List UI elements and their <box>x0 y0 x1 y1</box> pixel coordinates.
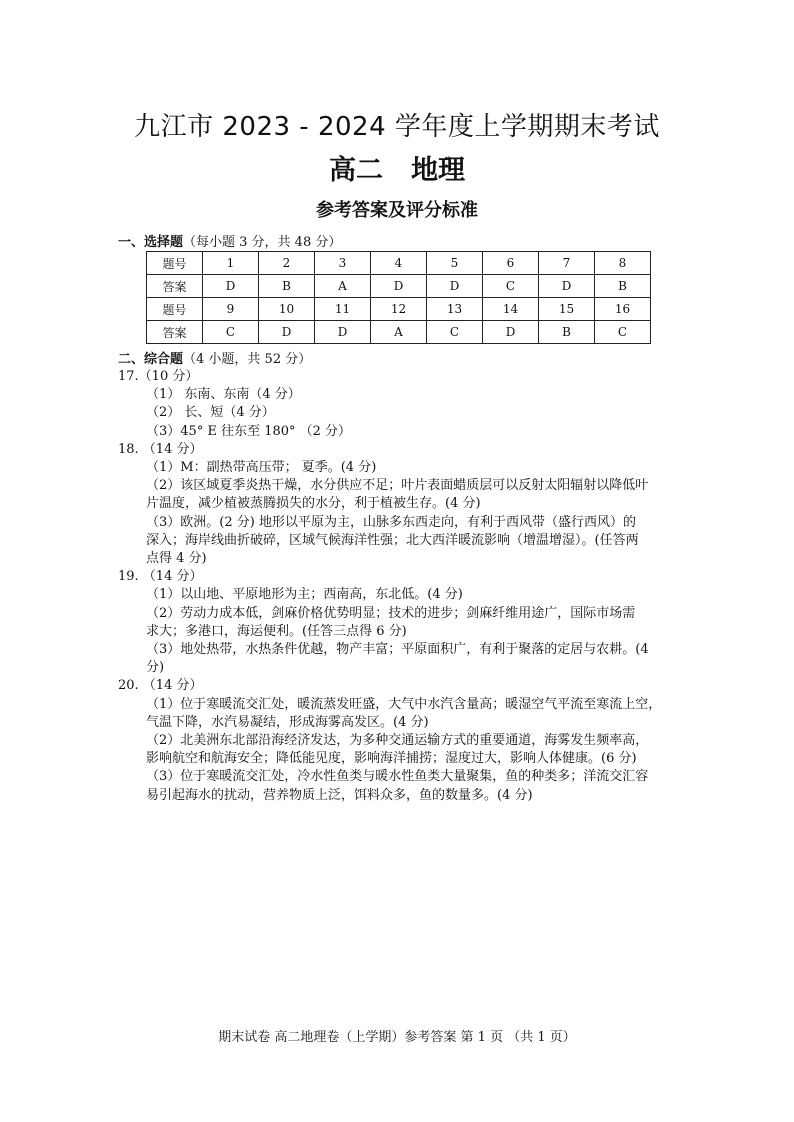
table-cell: B <box>539 321 595 344</box>
table-cell: 15 <box>539 298 595 321</box>
table-cell: 1 <box>203 252 259 275</box>
table-cell: 5 <box>427 252 483 275</box>
table-cell: 8 <box>595 252 651 275</box>
q20-line: 影响航空和航海安全；降低能见度，影响海洋捕捞；湿度过大，影响人体健康。(6 分) <box>146 751 637 767</box>
q20-line: （2）北美洲东北部沿海经济发达，为多种交通运输方式的重要通道，海雾发生频率高， <box>146 733 649 749</box>
section2-label: 二、综合题 <box>118 352 184 367</box>
q19-heading: 19. （14 分） <box>118 569 203 585</box>
section1-heading <box>118 231 341 250</box>
section2-heading <box>118 348 311 367</box>
table-cell: D <box>203 275 259 298</box>
table-cell: 10 <box>259 298 315 321</box>
table-row-header: 题号 <box>147 298 203 321</box>
q18-line: 点得 4 分) <box>146 551 207 567</box>
q17-heading: 17.（10 分） <box>118 369 199 384</box>
q19-line: 分) <box>146 660 165 676</box>
table-cell: 7 <box>539 252 595 275</box>
q20-line: 气温下降，水汽易凝结，形成海雾高发区。(4 分) <box>146 714 429 730</box>
grade-label: 高二 <box>329 155 383 186</box>
table-row <box>147 252 651 275</box>
table-cell: D <box>539 275 595 298</box>
table-cell: C <box>483 275 539 298</box>
q18-line: 深入；海岸线曲折破碎，区域气候海洋性强；北大西洋暖流影响（增温增湿）。(任答两 <box>146 532 639 548</box>
q19-line: 求大；多港口，海运便利。(任答三点得 6 分) <box>146 623 407 639</box>
section1-label: 一、选择题 <box>118 235 184 250</box>
q18-line: （3）欧洲。(2 分) 地形以平原为主，山脉多东西走向，有利于西风带（盛行西风）的 <box>146 514 636 530</box>
table-cell: D <box>315 321 371 344</box>
answers-body <box>118 368 678 805</box>
table-cell: D <box>483 321 539 344</box>
table-cell: 16 <box>595 298 651 321</box>
q18-line: （2）该区域夏季炎热干燥，水分供应不足；叶片表面蜡质层可以反射太阳辐射以降低叶 <box>146 478 649 494</box>
q20-heading: 20. （14 分） <box>118 678 203 694</box>
table-cell: D <box>371 275 427 298</box>
q17-line: （2） 长、短（4 分） <box>146 405 275 421</box>
section1-note: （每小题 3 分，共 48 分） <box>183 235 342 250</box>
table-cell: 2 <box>259 252 315 275</box>
table-cell: 4 <box>371 252 427 275</box>
page-footer: 期末试卷 高二地理卷（上学期）参考答案 第 1 页 （共 1 页） <box>218 1030 576 1045</box>
subject-label: 地理 <box>411 155 465 186</box>
table-cell: 9 <box>203 298 259 321</box>
table-cell: 6 <box>483 252 539 275</box>
q19-line: （3）地处热带，水热条件优越，物产丰富；平原面积广，有利于聚落的定居与农耕。(4 <box>146 642 649 658</box>
table-cell: D <box>259 321 315 344</box>
table-cell: 14 <box>483 298 539 321</box>
table-cell: D <box>427 275 483 298</box>
table-cell: C <box>203 321 259 344</box>
q20-line: 易引起海水的扰动，营养物质上泛，饵料众多，鱼的数量多。(4 分) <box>146 787 533 803</box>
q20-line: （1）位于寒暖流交汇处，暖流蒸发旺盛，大气中水汽含量高；暖湿空气平流至寒流上空， <box>146 696 662 712</box>
table-cell: 12 <box>371 298 427 321</box>
q18-heading: 18. （14 分） <box>118 441 203 457</box>
table-cell: A <box>315 275 371 298</box>
table-row-header: 答案 <box>147 275 203 298</box>
section2-note: （4 小题，共 52 分） <box>183 352 312 367</box>
table-row <box>147 298 651 321</box>
table-cell: 3 <box>315 252 371 275</box>
table-row <box>147 321 651 344</box>
table-cell: B <box>259 275 315 298</box>
table-cell: B <box>595 275 651 298</box>
q19-line: （1）以山地、平原地形为主；西南高，东北低。(4 分) <box>146 587 463 603</box>
exam-title: 九江市 2023 - 2024 学年度上学期期末考试 <box>134 112 660 142</box>
table-cell: 13 <box>427 298 483 321</box>
table-row-header: 答案 <box>147 321 203 344</box>
choice-answer-table <box>146 251 651 344</box>
q20-line: （3）位于寒暖流交汇处，冷水性鱼类与暖水性鱼类大量聚集，鱼的种类多；洋流交汇容 <box>146 769 649 785</box>
subject-heading <box>0 148 794 187</box>
table-cell: A <box>371 321 427 344</box>
table-cell: 11 <box>315 298 371 321</box>
q19-line: （2）劳动力成本低，剑麻价格优势明显；技术的进步；剑麻纤维用途广，国际市场需 <box>146 605 636 621</box>
answer-key-subtitle: 参考答案及评分标准 <box>316 200 478 221</box>
q18-line: （1）M：副热带高压带； 夏季。(4 分) <box>146 460 377 476</box>
table-row-header: 题号 <box>147 252 203 275</box>
table-row <box>147 275 651 298</box>
table-cell: C <box>427 321 483 344</box>
q17-line: （1） 东南、东南（4 分） <box>146 387 301 403</box>
q17-line: （3）45° E 往东至 180° （2 分） <box>146 423 352 439</box>
q18-line: 片温度，减少植被蒸腾损失的水分，利于植被生存。(4 分) <box>146 496 481 512</box>
table-cell: C <box>595 321 651 344</box>
